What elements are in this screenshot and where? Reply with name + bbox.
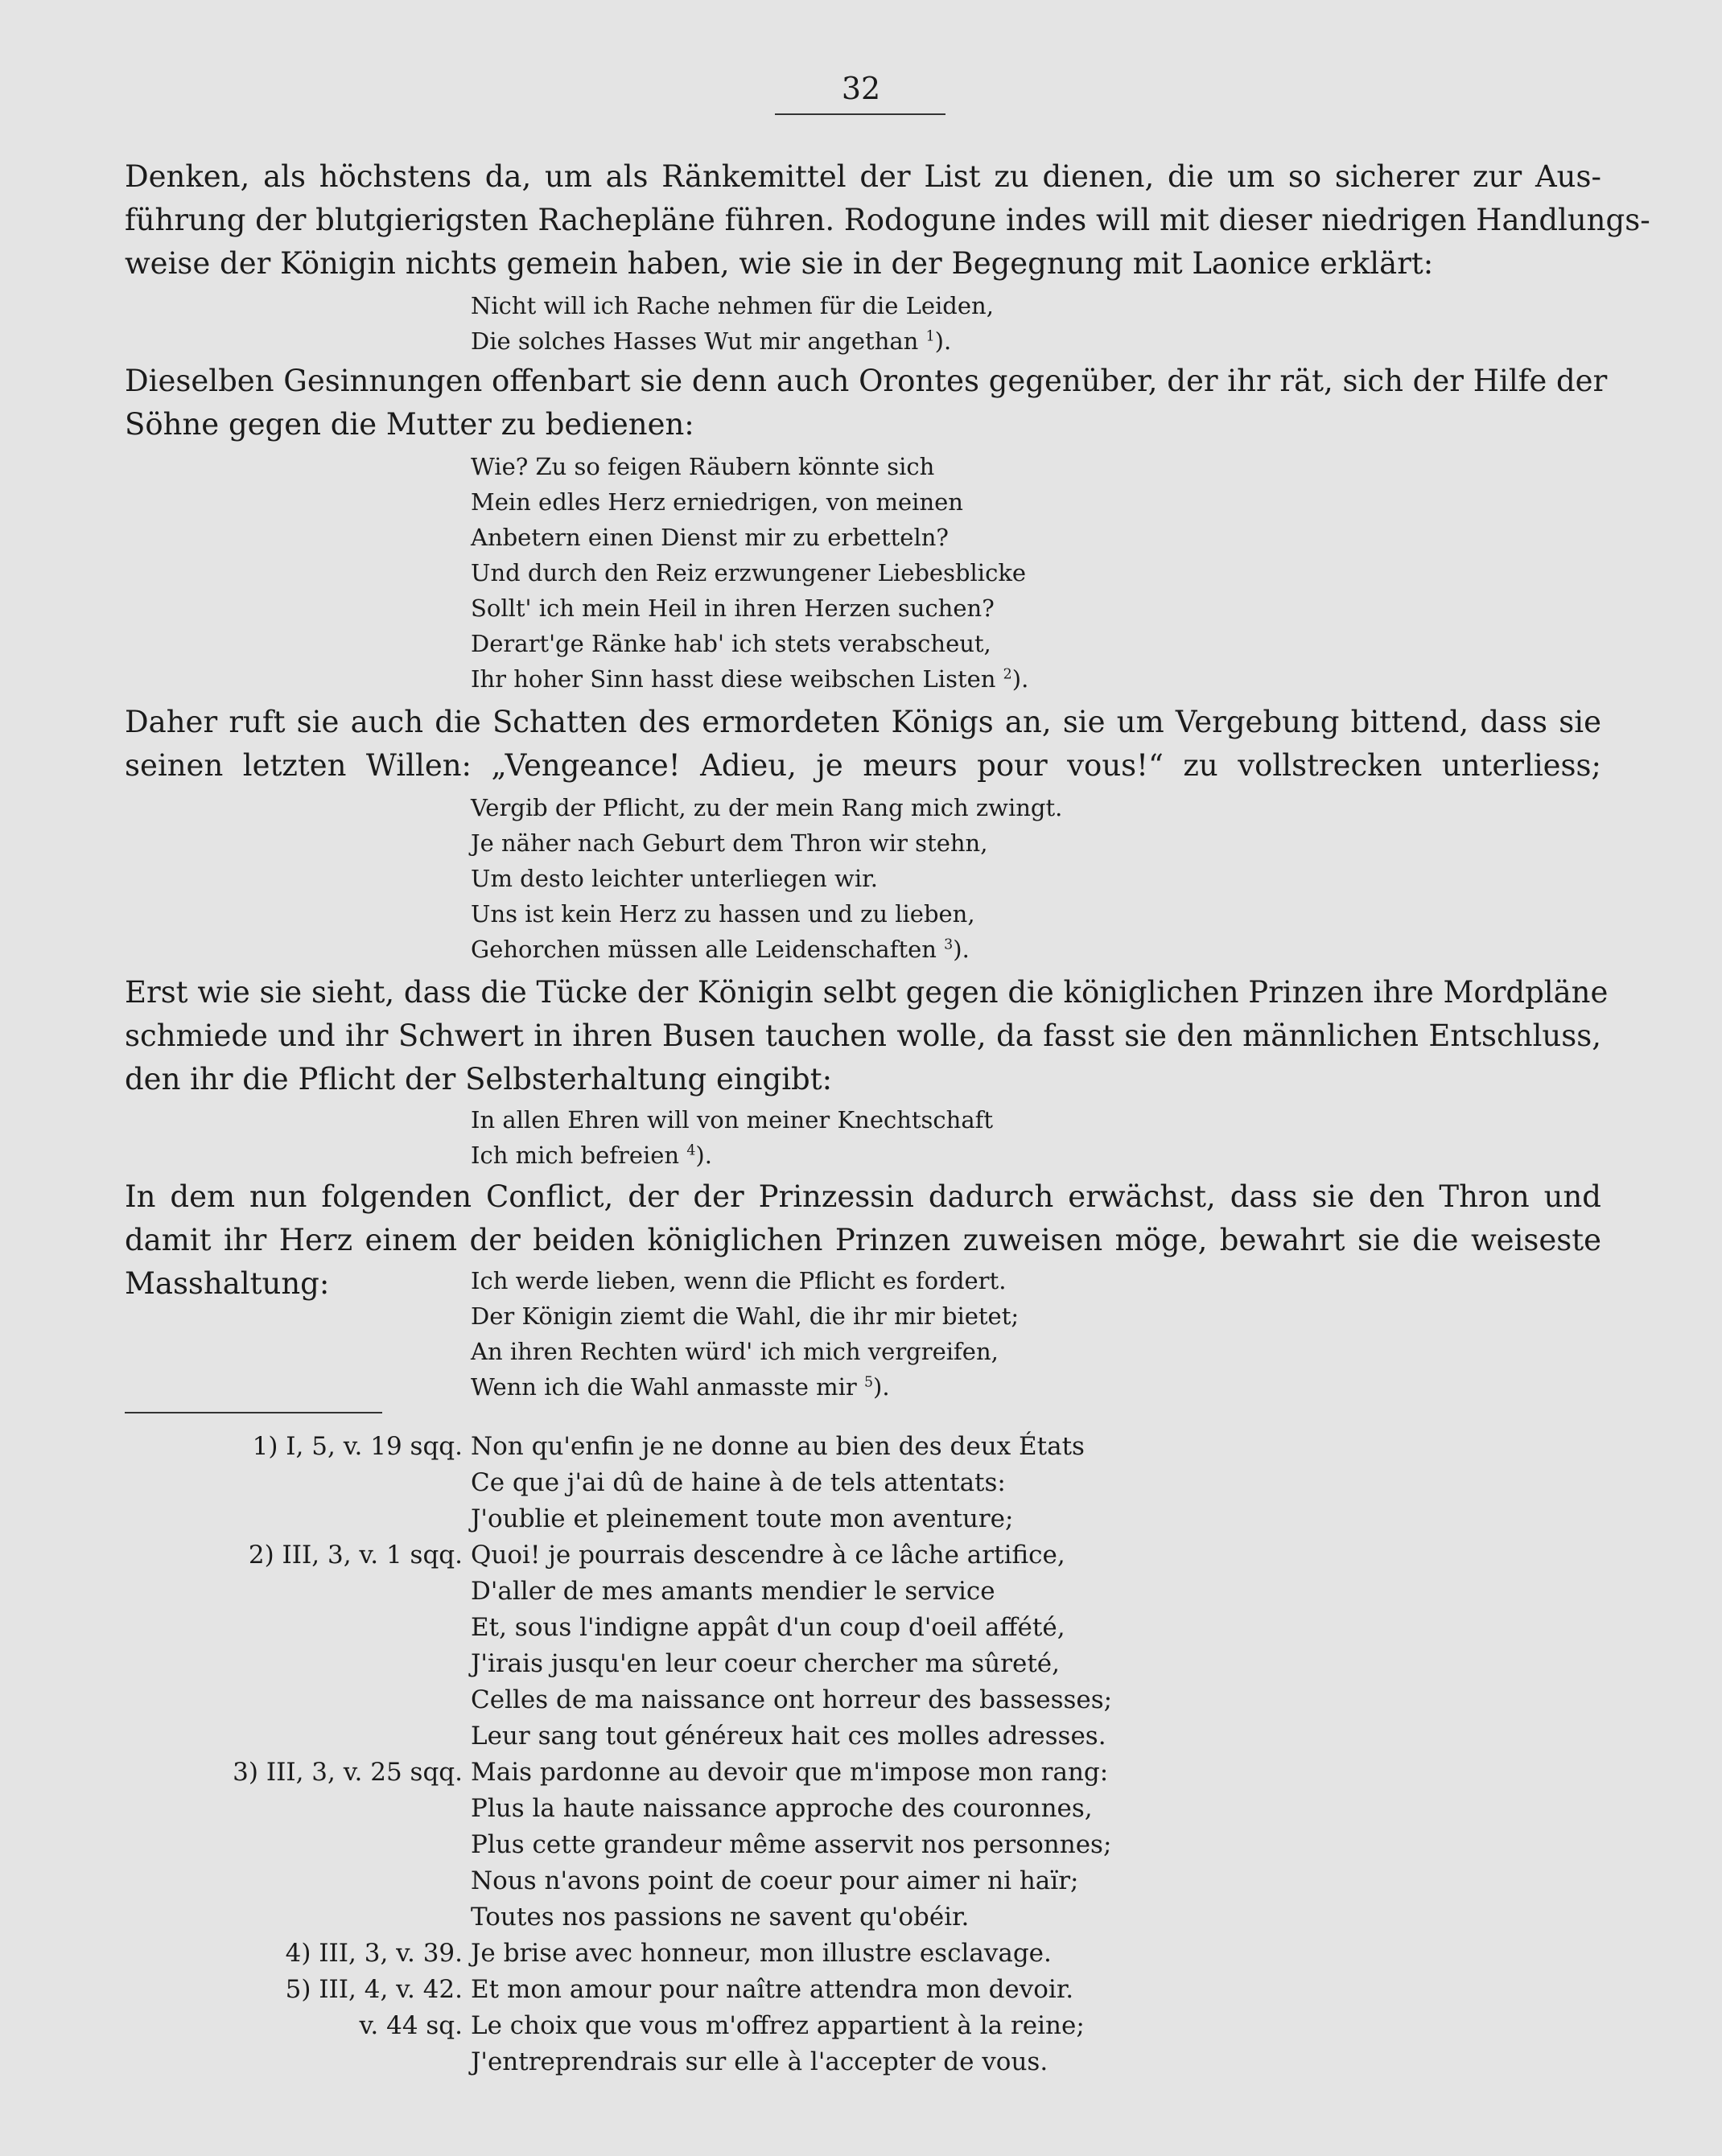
body-line: damit ihr Herz einem der beiden königlichen Prinzen zuweisen möge, bewahrt sie die weiseste xyxy=(125,1223,1601,1257)
verse-line: Und durch den Reiz erzwungener Liebesblicke xyxy=(471,559,1027,586)
body-line: schmiede und ihr Schwert in ihren Busen tauchen wolle, da fasst sie den männlichen Entschluss, xyxy=(125,1018,1601,1053)
footnote-ref-label: 5) III, 4, v. 42. xyxy=(285,1975,463,2004)
body-line: seinen letzten Willen: „Vengeance! Adieu, je meurs pour vous!“ zu vollstrecken unterliess; xyxy=(125,748,1601,783)
footnote-ref: 1 xyxy=(925,328,935,345)
verse-line: Nicht will ich Rache nehmen für die Leiden, xyxy=(471,292,994,319)
footnote-line: Plus cette grandeur même asservit nos personnes; xyxy=(471,1830,1112,1859)
verse-line: Je näher nach Geburt dem Thron wir stehn, xyxy=(471,829,988,857)
footnote-ref: 3 xyxy=(944,936,954,953)
footnote-line: Mais pardonne au devoir que m'impose mon rang: xyxy=(471,1758,1109,1787)
footnote-ref: 5 xyxy=(863,1374,874,1391)
footnote-line: Nous n'avons point de coeur pour aimer ni haïr; xyxy=(471,1866,1079,1895)
verse-line: Der Königin ziemt die Wahl, die ihr mir bietet; xyxy=(471,1302,1020,1330)
footnote-separator xyxy=(125,1412,382,1413)
verse-line: Wenn ich die Wahl anmasste mir $^5$). xyxy=(471,1373,890,1401)
footnote-line: Et, sous l'indigne appât d'un coup d'oeil affété, xyxy=(471,1613,1065,1642)
body-line: weise der Königin nichts gemein haben, wie sie in der Begegnung mit Laonice erklärt: xyxy=(125,246,1434,281)
footnote-ref-label: 2) III, 3, v. 1 sqq. xyxy=(248,1541,463,1570)
verse-line: Ich mich befreien $^4$). xyxy=(471,1142,712,1169)
footnote-line: Non qu'enfin je ne donne au bien des deux États xyxy=(471,1432,1085,1461)
body-line: führung der blutgierigsten Rachepläne führen. Rodogune indes will mit dieser niedrigen Handlungs- xyxy=(125,203,1650,237)
verse-line: Vergib der Pflicht, zu der mein Rang mich zwingt. xyxy=(471,794,1063,821)
body-line: Masshaltung: xyxy=(125,1266,330,1301)
verse-line: Sollt' ich mein Heil in ihren Herzen suchen? xyxy=(471,595,995,622)
verse-line: Uns ist kein Herz zu hassen und zu lieben, xyxy=(471,900,975,928)
verse-line: In allen Ehren will von meiner Knechtschaft xyxy=(471,1106,994,1134)
verse-line: Anbetern einen Dienst mir zu erbetteln? xyxy=(471,524,949,551)
footnote-line: Et mon amour pour naître attendra mon devoir. xyxy=(471,1975,1074,2004)
page-number-rule xyxy=(775,113,945,115)
body-line: Söhne gegen die Mutter zu bedienen: xyxy=(125,407,694,442)
verse-line: Derart'ge Ränke hab' ich stets verabscheut, xyxy=(471,630,991,657)
footnote-ref-label: 1) I, 5, v. 19 sqq. xyxy=(252,1432,463,1461)
footnote-ref-label: 4) III, 3, v. 39. xyxy=(285,1939,463,1968)
footnote-line: Plus la haute naissance approche des couronnes, xyxy=(471,1794,1093,1823)
verse-line: Wie? Zu so feigen Räubern könnte sich xyxy=(471,453,935,480)
body-line: Denken, als höchstens da, um als Ränkemittel der List zu dienen, die um so sicherer zur Aus- xyxy=(125,159,1601,194)
body-line: den ihr die Pflicht der Selbsterhaltung eingibt: xyxy=(125,1062,833,1097)
footnote-line: Je brise avec honneur, mon illustre esclavage. xyxy=(471,1939,1052,1968)
footnote-line: D'aller de mes amants mendier le service xyxy=(471,1577,995,1606)
footnote-line: Leur sang tout généreux hait ces molles adresses. xyxy=(471,1722,1106,1751)
verse-line: An ihren Rechten würd' ich mich vergreifen, xyxy=(471,1338,999,1365)
footnote-ref: 2 xyxy=(1003,666,1012,683)
body-line: In dem nun folgenden Conflict, der der Prinzessin dadurch erwächst, dass sie den Thron und xyxy=(125,1179,1601,1214)
footnote-line: Quoi! je pourrais descendre à ce lâche artifice, xyxy=(471,1541,1065,1570)
footnote-line: Ce que j'ai dû de haine à de tels attentats: xyxy=(471,1468,1006,1497)
footnote-line: Celles de ma naissance ont horreur des bassesses; xyxy=(471,1685,1113,1714)
footnote-line: Le choix que vous m'offrez appartient à la reine; xyxy=(471,2011,1085,2040)
footnote-line: J'entreprendrais sur elle à l'accepter de vous. xyxy=(471,2047,1048,2076)
body-line: Erst wie sie sieht, dass die Tücke der Königin selbt gegen die königlichen Prinzen ihre Mordpläne xyxy=(125,975,1609,1010)
page-number: 32 xyxy=(841,71,881,106)
verse-line: Ihr hoher Sinn hasst diese weibschen Listen $^2$). xyxy=(471,665,1029,693)
footnote-line: Toutes nos passions ne savent qu'obéir. xyxy=(471,1903,970,1932)
footnote-ref: 4 xyxy=(686,1142,696,1159)
body-line: Daher ruft sie auch die Schatten des ermordeten Königs an, sie um Vergebung bittend, dass sie xyxy=(125,705,1601,739)
verse-line: Die solches Hasses Wut mir angethan $^1$). xyxy=(471,327,952,355)
verse-line: Um desto leichter unterliegen wir. xyxy=(471,865,878,892)
footnote-ref-label: 3) III, 3, v. 25 sqq. xyxy=(233,1758,463,1787)
footnote-line: J'oublie et pleinement toute mon aventure; xyxy=(471,1504,1014,1533)
body-line: Dieselben Gesinnungen offenbart sie denn auch Orontes gegenüber, der ihr rät, sich der Hilfe der xyxy=(125,364,1608,398)
verse-line: Ich werde lieben, wenn die Pflicht es fordert. xyxy=(471,1267,1007,1294)
verse-line: Gehorchen müssen alle Leidenschaften $^3$). xyxy=(471,936,970,963)
verse-line: Mein edles Herz erniedrigen, von meinen xyxy=(471,488,963,516)
footnote-ref-label: v. 44 sq. xyxy=(359,2011,463,2040)
footnote-line: J'irais jusqu'en leur coeur chercher ma sûreté, xyxy=(471,1649,1060,1678)
